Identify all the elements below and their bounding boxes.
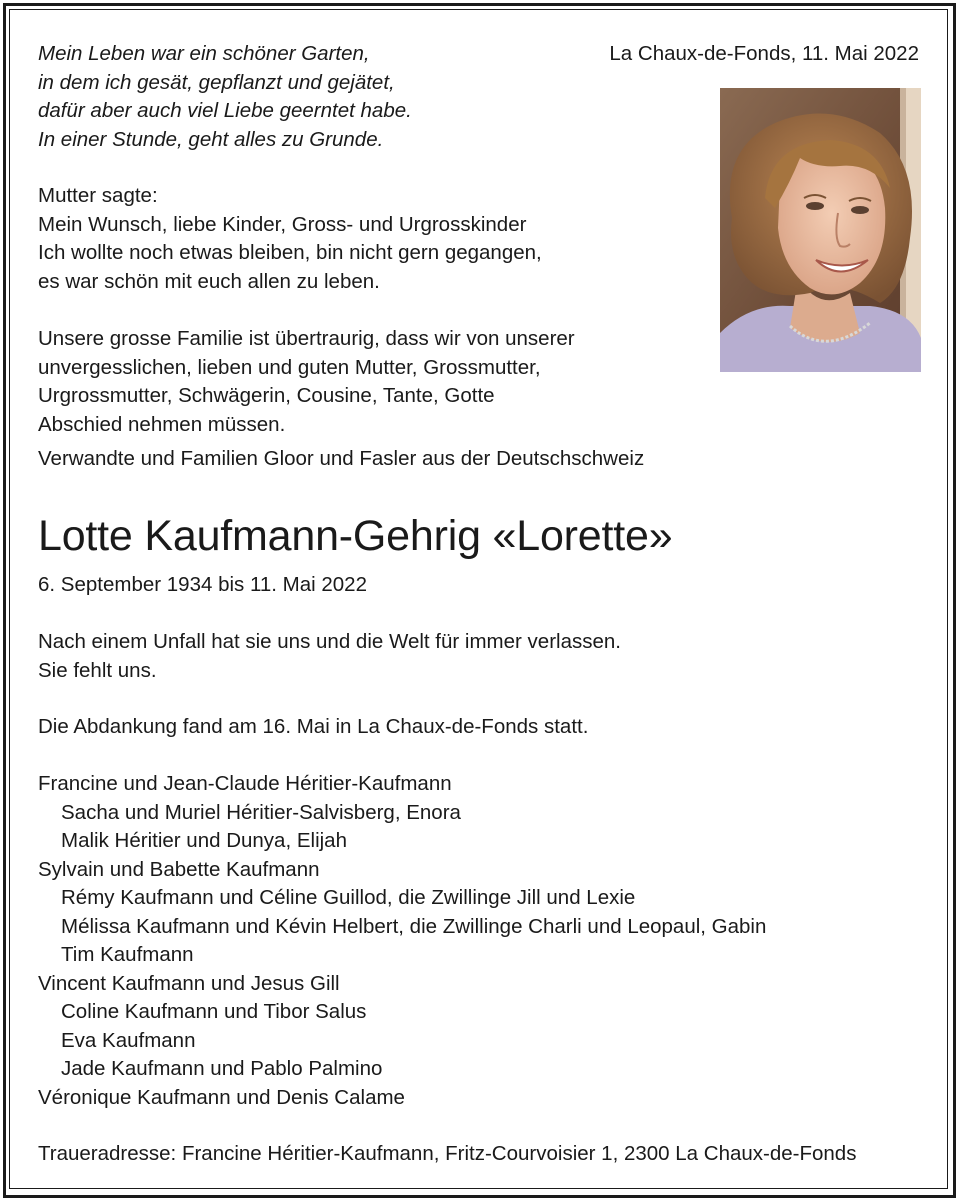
mourner-line: Véronique Kaufmann und Denis Calame [38, 1085, 405, 1109]
ceremony-line: Die Abdankung fand am 16. Mai in La Chaux-de-Fonds statt. [38, 715, 589, 738]
life-dates: 6. September 1934 bis 11. Mai 2022 [38, 573, 367, 596]
poem-line: in dem ich gesät, gepflanzt und gejätet, [38, 70, 395, 94]
accident-text-line: Sie fehlt uns. [38, 658, 157, 682]
mourner-line: Rémy Kaufmann und Céline Guillod, die Zwillinge Jill und Lexie [61, 886, 636, 909]
mourner-line: Mélissa Kaufmann und Kévin Helbert, die Zwillinge Charli und Leopaul, Gabin [61, 914, 767, 938]
family-text-line: Abschied nehmen müssen. [38, 412, 286, 436]
mourner-line: Francine und Jean-Claude Héritier-Kaufmann [38, 772, 452, 795]
mother-quote-line: Mutter sagte: [38, 184, 158, 207]
family-text-line: unvergesslichen, lieben und guten Mutter, Grossmutter, [38, 355, 541, 379]
poem-line: In einer Stunde, geht alles zu Grunde. [38, 127, 384, 151]
mourner-line: Tim Kaufmann [61, 943, 194, 966]
mourner-line: Sacha und Muriel Héritier-Salvisberg, Enora [61, 800, 461, 824]
accident-text-line: Nach einem Unfall hat sie uns und die Welt für immer verlassen. [38, 630, 621, 653]
mother-quote-line: Ich wollte noch etwas bleiben, bin nicht gern gegangen, [38, 241, 542, 264]
mourner-line: Malik Héritier und Dunya, Elijah [61, 829, 347, 852]
place-and-date: La Chaux-de-Fonds, 11. Mai 2022 [609, 42, 919, 65]
family-text-line: Unsere grosse Familie ist übertraurig, dass wir von unserer [38, 327, 575, 350]
mourner-line: Jade Kaufmann und Pablo Palmino [61, 1057, 383, 1080]
poem-line: Mein Leben war ein schöner Garten, [38, 42, 370, 65]
mourner-line: Sylvain und Babette Kaufmann [38, 857, 320, 881]
mother-quote-line: Mein Wunsch, liebe Kinder, Gross- und Urgrosskinder [38, 212, 527, 236]
mourner-line: Eva Kaufmann [61, 1028, 196, 1052]
portrait-photo [720, 88, 921, 372]
mourner-line: Coline Kaufmann und Tibor Salus [61, 1000, 367, 1023]
mourner-line: Vincent Kaufmann und Jesus Gill [38, 971, 340, 995]
family-text-line: Urgrossmutter, Schwägerin, Cousine, Tante, Gotte [38, 384, 495, 407]
relatives-line: Verwandte und Familien Gloor und Fasler aus der Deutschschweiz [38, 447, 645, 470]
deceased-name: Lotte Kaufmann-Gehrig «Lorette» [38, 512, 673, 560]
mourning-address: Traueradresse: Francine Héritier-Kaufmann, Fritz-Courvoisier 1, 2300 La Chaux-de-Fonds [38, 1142, 857, 1165]
mother-quote-line: es war schön mit euch allen zu leben. [38, 269, 380, 293]
poem-line: dafür aber auch viel Liebe geerntet habe. [38, 99, 412, 122]
